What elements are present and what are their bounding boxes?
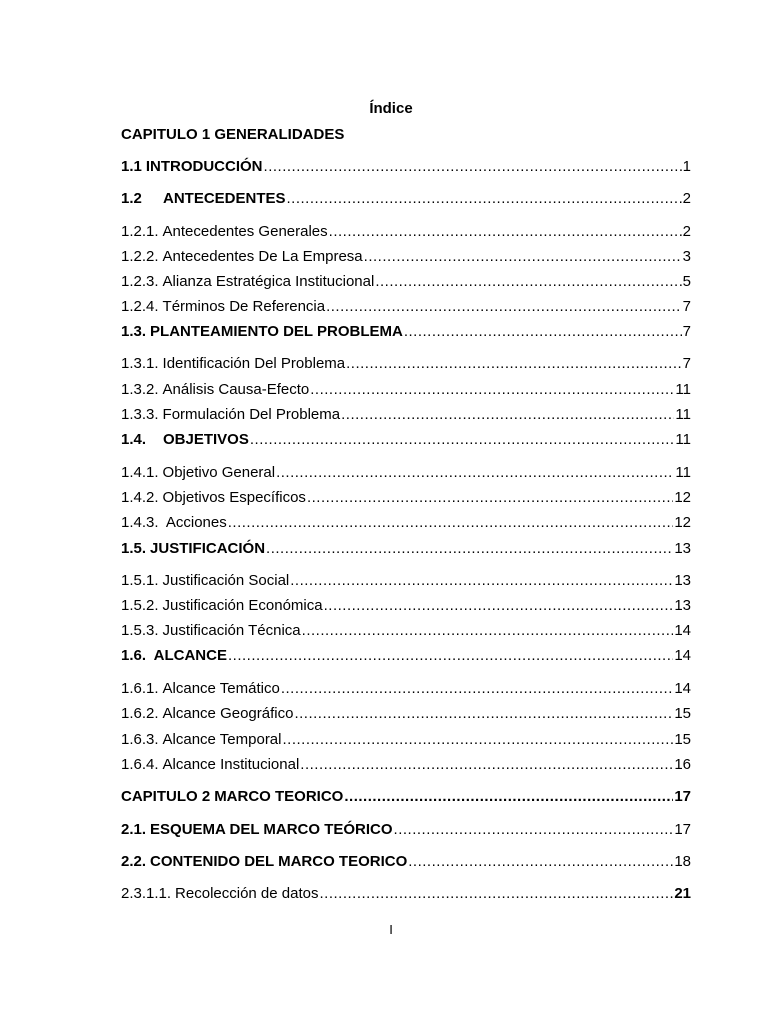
toc-entry-title <box>121 705 293 723</box>
toc-entry[interactable] <box>121 756 691 774</box>
dot-leader <box>228 647 673 665</box>
dot-leader <box>319 885 673 903</box>
toc-entry-number: 1.6.2. <box>121 705 159 722</box>
toc-entry-label: MARCO TEORICO <box>214 788 344 805</box>
toc-entry-page: 1 <box>682 158 691 175</box>
toc-entry-label: PLANTEAMIENTO DEL PROBLEMA <box>150 323 403 340</box>
toc-entry-number: 1.5.1. <box>121 572 159 589</box>
dot-leader <box>281 680 673 698</box>
toc-entry-page: 2 <box>682 190 691 207</box>
toc-entry-title <box>121 756 299 774</box>
toc-entry-number: 2.1. <box>121 821 147 838</box>
toc-entry-number: 1.4. <box>121 431 147 448</box>
toc-entry[interactable] <box>121 464 691 482</box>
toc-entry-number: 1.5.3. <box>121 622 159 639</box>
toc-entry-number: 1.3. <box>121 323 147 340</box>
toc-entry[interactable] <box>121 853 691 871</box>
toc-entry[interactable] <box>121 489 691 507</box>
toc-entry-page: 14 <box>674 622 691 639</box>
dot-leader <box>329 223 682 241</box>
toc-entry-page: 15 <box>674 705 691 722</box>
toc-entry-title <box>121 514 227 532</box>
toc-entry-title <box>121 248 363 266</box>
toc-entry[interactable] <box>121 190 691 208</box>
toc-entry-label: Alcance Temporal <box>162 731 282 748</box>
toc-entry-title <box>121 572 289 590</box>
toc-entry-label: Recolección de datos <box>175 885 319 902</box>
toc-entry-label: Acciones <box>162 514 227 531</box>
toc-entry[interactable] <box>121 788 691 806</box>
dot-leader <box>324 597 674 615</box>
toc-entry-label: INTRODUCCIÓN <box>145 158 263 175</box>
chapter-1-heading: CAPITULO 1 GENERALIDADES <box>121 126 345 143</box>
toc-entry-title <box>121 431 249 449</box>
toc-entry-title <box>121 622 301 640</box>
toc-entry[interactable] <box>121 705 691 723</box>
toc-entry[interactable] <box>121 514 691 532</box>
dot-leader <box>404 323 682 341</box>
toc-entry[interactable] <box>121 223 691 241</box>
toc-entry-page: 13 <box>674 572 691 589</box>
toc-entry[interactable] <box>121 572 691 590</box>
toc-entry-label: Alcance Institucional <box>162 756 300 773</box>
dot-leader <box>287 190 682 208</box>
toc-entry-label: Justificación Social <box>162 572 290 589</box>
toc-entry-page: 7 <box>682 298 691 315</box>
toc-entry-page: 7 <box>682 323 691 340</box>
toc-entry[interactable] <box>121 406 691 424</box>
toc-entry-label: Términos De Referencia <box>162 298 326 315</box>
dot-leader <box>300 756 673 774</box>
dot-leader <box>228 514 674 532</box>
toc-entry-page: 14 <box>674 680 691 697</box>
toc-entry-title <box>121 788 343 806</box>
dot-leader <box>307 489 673 507</box>
toc-entry[interactable] <box>121 323 691 341</box>
toc-entry-title <box>121 355 345 373</box>
toc-entry-number: 1.6. <box>121 647 147 664</box>
toc-entry-title <box>121 540 265 558</box>
toc-entry-page: 13 <box>674 597 691 614</box>
dot-leader <box>341 406 674 424</box>
toc-entry-title <box>121 680 280 698</box>
toc-entry-number: 1.2 <box>121 190 142 207</box>
toc-entry-title <box>121 464 275 482</box>
toc-entry-page: 11 <box>675 406 691 423</box>
toc-entry-page: 2 <box>682 223 691 240</box>
toc-entry-page: 12 <box>674 489 691 506</box>
toc-entry[interactable] <box>121 431 691 449</box>
dot-leader <box>310 381 674 399</box>
toc-entry-page: 11 <box>675 381 691 398</box>
dot-leader <box>302 622 674 640</box>
toc-entry[interactable] <box>121 273 691 291</box>
toc-entry[interactable] <box>121 680 691 698</box>
dot-leader <box>276 464 674 482</box>
toc-entry-number: 2.3.1.1. <box>121 885 172 902</box>
toc-entry-number: 1.2.3. <box>121 273 159 290</box>
toc-entry-number: 1.4.1. <box>121 464 159 481</box>
toc-entry-number: 1.4.2. <box>121 489 159 506</box>
toc-entry-page: 14 <box>674 647 691 664</box>
toc-entry-number: CAPITULO 2 <box>121 788 211 805</box>
dot-leader <box>266 540 673 558</box>
toc-entry-number: 2.2. <box>121 853 147 870</box>
toc-entry-label: Justificación Técnica <box>162 622 301 639</box>
toc-entry-page: 5 <box>682 273 691 290</box>
toc-entry-page: 15 <box>674 731 691 748</box>
toc-entry-number: 1.6.1. <box>121 680 159 697</box>
dot-leader <box>408 853 673 871</box>
toc-entry-title <box>121 597 323 615</box>
toc-entry-number: 1.5. <box>121 540 147 557</box>
toc-entry[interactable] <box>121 298 691 316</box>
toc-entry-number: 1.6.4. <box>121 756 159 773</box>
toc-entry-label: Alcance Geográfico <box>162 705 294 722</box>
toc-entry-title <box>121 381 309 399</box>
toc-entry-label: ANTECEDENTES <box>163 190 286 207</box>
toc-entry-number: 1.2.2. <box>121 248 159 265</box>
toc-entry-page: 21 <box>674 885 691 902</box>
toc-entry[interactable] <box>121 597 691 615</box>
dot-leader <box>326 298 682 316</box>
dot-leader <box>250 431 675 449</box>
toc-entry-title <box>121 158 263 176</box>
toc-entry-page: 16 <box>674 756 691 773</box>
toc-entry-page: 11 <box>675 431 691 448</box>
toc-entry-title <box>121 323 403 341</box>
toc-entry-title <box>121 273 374 291</box>
toc-entry-label: Formulación Del Problema <box>162 406 341 423</box>
dot-leader <box>364 248 682 266</box>
dot-leader <box>375 273 681 291</box>
toc-entry-number: 1.3.3. <box>121 406 159 423</box>
toc-entry-title <box>121 298 325 316</box>
toc-entry-title <box>121 821 393 839</box>
toc-entry[interactable] <box>121 158 691 176</box>
toc-entry-label: Alianza Estratégica Institucional <box>162 273 375 290</box>
dot-leader <box>282 731 673 749</box>
dot-leader <box>264 158 682 176</box>
toc-entry[interactable] <box>121 355 691 373</box>
page-number: I <box>389 922 393 937</box>
toc-entry-label: ESQUEMA DEL MARCO TEÓRICO <box>150 821 393 838</box>
toc-entry[interactable] <box>121 540 691 558</box>
toc-entry-label: Antecedentes De La Empresa <box>162 248 363 265</box>
toc-entry-page: 11 <box>675 464 691 481</box>
toc-entry-label: OBJETIVOS <box>163 431 249 448</box>
toc-entry-page: 17 <box>674 821 691 838</box>
toc-entry-title <box>121 223 328 241</box>
dot-leader <box>344 788 673 806</box>
toc-entry-title <box>121 406 340 424</box>
toc-entry[interactable] <box>121 381 691 399</box>
toc-entry-label: Identificación Del Problema <box>162 355 346 372</box>
dot-leader <box>294 705 673 723</box>
dot-leader <box>346 355 682 373</box>
toc-entry-label: Análisis Causa-Efecto <box>162 381 310 398</box>
toc-entry[interactable] <box>121 885 691 903</box>
toc-entry-title <box>121 190 286 208</box>
toc-entry[interactable] <box>121 647 691 665</box>
dot-leader <box>394 821 674 839</box>
toc-entry-label: ALCANCE <box>150 647 227 664</box>
toc-entry[interactable] <box>121 821 691 839</box>
toc-entry-title <box>121 489 306 507</box>
toc-entry-page: 3 <box>682 248 691 265</box>
toc-entry[interactable] <box>121 248 691 266</box>
toc-entry-label: Justificación Económica <box>162 597 323 614</box>
toc-entry-label: JUSTIFICACIÓN <box>150 540 266 557</box>
toc-entry-label: Antecedentes Generales <box>162 223 328 240</box>
toc-entry-page: 13 <box>674 540 691 557</box>
toc-entry[interactable] <box>121 731 691 749</box>
toc-entry-page: 17 <box>674 788 691 805</box>
toc-entry-number: 1.1 <box>121 158 142 175</box>
toc-entry-number: 1.3.1. <box>121 355 159 372</box>
toc-entry-number: 1.6.3. <box>121 731 159 748</box>
toc-entry-number: 1.2.1. <box>121 223 159 240</box>
toc-entry-label: Objetivos Específicos <box>162 489 306 506</box>
toc-entry-number: 1.3.2. <box>121 381 159 398</box>
toc-entry-number: 1.4.3. <box>121 514 159 531</box>
toc-entry-title <box>121 885 318 903</box>
toc-entry-label: CONTENIDO DEL MARCO TEORICO <box>150 853 408 870</box>
dot-leader <box>290 572 673 590</box>
toc-entry-title <box>121 853 407 871</box>
toc-entry-page: 18 <box>674 853 691 870</box>
toc-entry-title <box>121 647 227 665</box>
toc-entry-number: 1.5.2. <box>121 597 159 614</box>
index-title: Índice <box>369 100 413 117</box>
toc-entry-number: 1.2.4. <box>121 298 159 315</box>
toc-entry[interactable] <box>121 622 691 640</box>
toc-entry-title <box>121 731 281 749</box>
toc-entry-label: Objetivo General <box>162 464 276 481</box>
toc-entry-page: 7 <box>682 355 691 372</box>
toc-entry-label: Alcance Temático <box>162 680 280 697</box>
toc-entry-page: 12 <box>674 514 691 531</box>
